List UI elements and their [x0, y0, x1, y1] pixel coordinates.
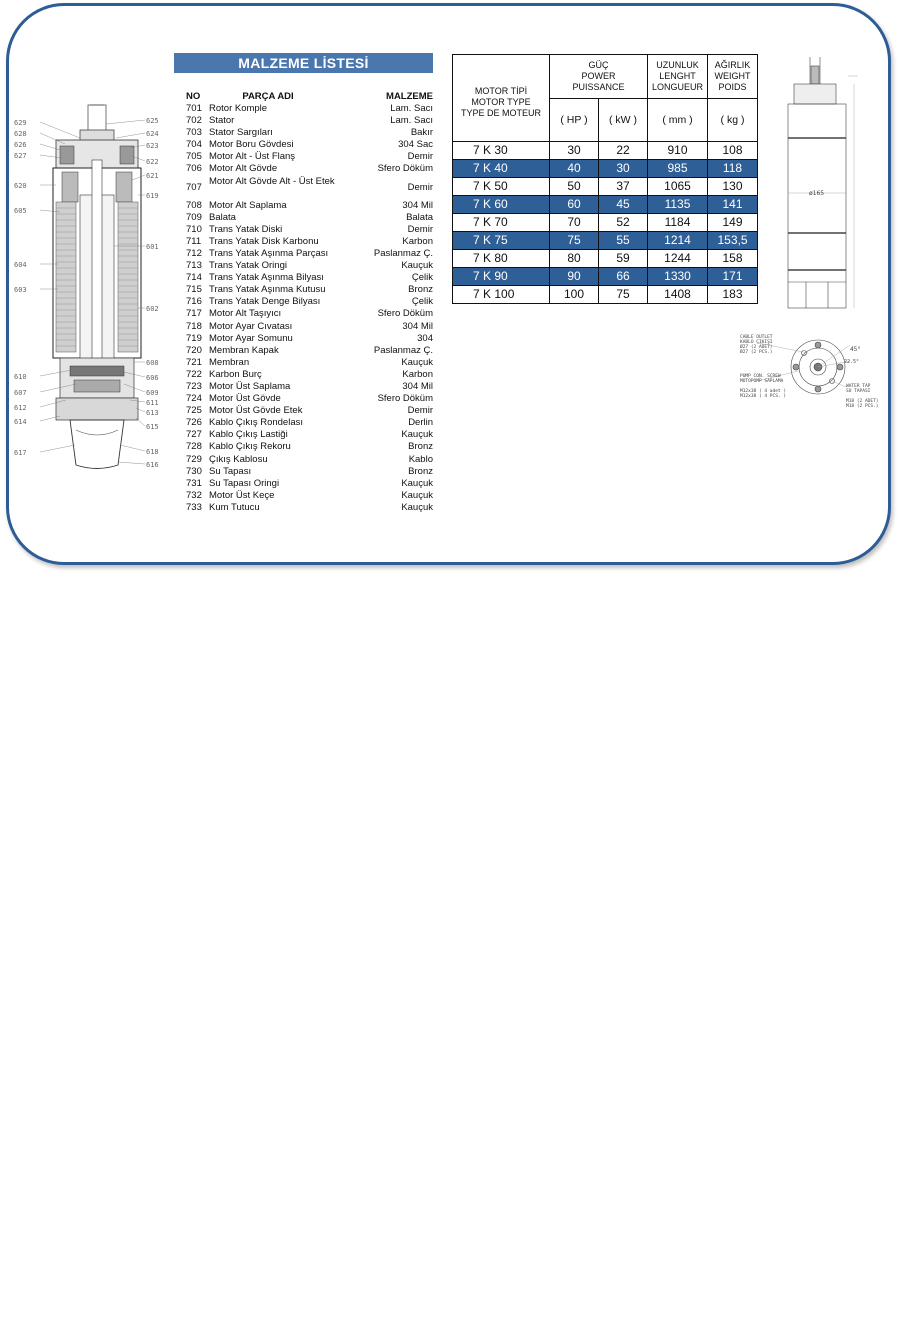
- material-row: [174, 176, 433, 200]
- part-material: Lam. Sacı: [390, 115, 433, 127]
- part-no: 719: [186, 332, 202, 344]
- part-label: 602: [146, 305, 159, 313]
- header-line: GÜÇ: [588, 60, 609, 70]
- header-line: WEIGHT: [714, 71, 751, 81]
- part-no: 714: [186, 272, 202, 284]
- part-label: 625: [146, 117, 159, 125]
- materials-list: [174, 53, 433, 514]
- motor-model: 7 K 90: [453, 268, 550, 286]
- header-line: TYPE DE MOTEUR: [460, 108, 541, 118]
- part-name: Stator: [209, 115, 235, 127]
- part-material: 304: [417, 332, 433, 344]
- part-label: 607: [14, 389, 27, 397]
- spec-rows: [453, 142, 758, 304]
- part-name: Motor Alt Gövde: [209, 163, 278, 175]
- part-material: Karbon: [402, 368, 433, 380]
- length-mm: 1135: [648, 196, 708, 214]
- material-row: [174, 200, 433, 212]
- length-mm: 1184: [648, 214, 708, 232]
- part-label: 610: [14, 373, 27, 381]
- part-material: Demir: [407, 181, 433, 193]
- part-material: Paslanmaz Ç.: [373, 247, 433, 259]
- cable-outlet-line: Ø27 (2 PCS.): [740, 350, 773, 355]
- part-no: 710: [186, 223, 202, 235]
- part-name: Motor Alt Gövde Alt - Üst Etek: [209, 175, 335, 187]
- part-material: Kauçuk: [401, 260, 433, 272]
- part-name: Trans Yatak Aşınma Kutusu: [209, 284, 326, 296]
- power-hp: 60: [550, 196, 599, 214]
- part-name: Stator Sargıları: [209, 127, 273, 139]
- part-name: Trans Yatak Diski: [209, 223, 283, 235]
- length-mm: 1065: [648, 178, 708, 196]
- part-material: Kauçuk: [401, 489, 433, 501]
- part-material: 304 Mil: [402, 199, 433, 211]
- spec-row: [453, 286, 758, 304]
- part-no: 707: [186, 181, 202, 193]
- part-label: 601: [146, 243, 159, 251]
- part-label: 609: [146, 389, 159, 397]
- part-name: Membran: [209, 356, 250, 368]
- part-label: 622: [146, 158, 159, 166]
- part-name: Trans Yatak Denge Bilyası: [209, 296, 321, 308]
- header-length: [648, 55, 708, 99]
- weight-kg: 153,5: [708, 232, 758, 250]
- part-name: Trans Yatak Disk Karbonu: [209, 235, 319, 247]
- power-hp: 70: [550, 214, 599, 232]
- unit-kg: ( kg ): [708, 99, 758, 142]
- part-label: 629: [14, 119, 27, 127]
- part-material: Kauçuk: [401, 477, 433, 489]
- spec-row: [453, 232, 758, 250]
- part-no: 725: [186, 405, 202, 417]
- part-material: 304 Sac: [398, 139, 433, 151]
- part-label: 626: [14, 141, 27, 149]
- part-no: 721: [186, 356, 202, 368]
- header-line: PUISSANCE: [572, 82, 625, 92]
- water-tap-line: SU TAPASI: [846, 389, 871, 394]
- material-row: [174, 345, 433, 357]
- material-row: [174, 224, 433, 236]
- power-kw: 30: [599, 160, 648, 178]
- material-row: [174, 103, 433, 115]
- diameter-label: ø165: [809, 190, 825, 197]
- part-name: Trans Yatak Oringi: [209, 260, 287, 272]
- weight-kg: 118: [708, 160, 758, 178]
- part-material: Bronz: [408, 284, 433, 296]
- part-label: 621: [146, 172, 159, 180]
- motor-model: 7 K 60: [453, 196, 550, 214]
- part-no: 713: [186, 260, 202, 272]
- material-row: [174, 369, 433, 381]
- part-no: 706: [186, 163, 202, 175]
- part-no: 724: [186, 393, 202, 405]
- part-name: Kablo Çıkış Rondelası: [209, 417, 303, 429]
- part-label: 624: [146, 130, 159, 138]
- weight-kg: 183: [708, 286, 758, 304]
- part-label: 616: [146, 461, 159, 469]
- material-row: [174, 212, 433, 224]
- power-hp: 100: [550, 286, 599, 304]
- angle-label: 45°: [850, 346, 861, 353]
- part-no: 718: [186, 320, 202, 332]
- weight-kg: 149: [708, 214, 758, 232]
- part-label: 604: [14, 261, 27, 269]
- cable-outlet-line: KABLO ÇIKIŞI: [740, 340, 773, 345]
- header-line: LONGUEUR: [651, 82, 703, 92]
- part-no: 709: [186, 211, 202, 223]
- cable-outlet-line: Ø27 (2 ADET): [740, 345, 773, 350]
- length-mm: 1408: [648, 286, 708, 304]
- part-no: 731: [186, 477, 202, 489]
- cable-outlet-line: CABLE OUTLET: [740, 335, 773, 340]
- materials-header: [174, 91, 433, 103]
- part-material: Çelik: [411, 272, 433, 284]
- part-no: 715: [186, 284, 202, 296]
- motor-outline-drawing: [780, 54, 860, 316]
- part-no: 730: [186, 465, 202, 477]
- power-kw: 45: [599, 196, 648, 214]
- part-label: 612: [14, 404, 27, 412]
- part-name: Motor Ayar Somunu: [209, 332, 293, 344]
- pump-screw-line: M12x38 ( 4 adet ): [740, 389, 787, 394]
- header-power: [550, 55, 648, 99]
- materials-rows: [174, 103, 433, 514]
- part-material: Lam. Sacı: [390, 103, 433, 114]
- material-row: [174, 429, 433, 441]
- part-material: Bakır: [410, 127, 433, 139]
- weight-kg: 141: [708, 196, 758, 214]
- part-name: Motor Alt - Üst Flanş: [209, 151, 296, 163]
- part-label: 627: [14, 152, 27, 160]
- part-name: Motor Üst Saplama: [209, 380, 291, 392]
- material-row: [174, 308, 433, 320]
- part-name: Balata: [209, 211, 236, 223]
- motor-model: 7 K 75: [453, 232, 550, 250]
- part-name: Kablo Çıkış Rekoru: [209, 441, 291, 453]
- part-name: Kablo Çıkış Lastiği: [209, 429, 288, 441]
- part-label: 608: [146, 359, 159, 367]
- part-name: Su Tapası: [209, 465, 252, 477]
- spec-row: [453, 196, 758, 214]
- part-name: Motor Boru Gövdesi: [209, 139, 294, 151]
- part-name: Motor Üst Gövde: [209, 393, 281, 405]
- water-tap-line: M18 (2 ADET): [846, 399, 879, 404]
- part-label: 611: [146, 399, 159, 407]
- motor-model: 7 K 30: [453, 142, 550, 160]
- water-tap-line: WATER TAP: [846, 384, 871, 389]
- material-row: [174, 454, 433, 466]
- spec-row: [453, 250, 758, 268]
- motor-spec-table: [452, 54, 758, 304]
- part-material: Sfero Döküm: [377, 393, 433, 405]
- part-label: 603: [14, 286, 27, 294]
- material-row: [174, 163, 433, 175]
- part-material: Balata: [406, 211, 433, 223]
- length-mm: 1214: [648, 232, 708, 250]
- power-hp: 50: [550, 178, 599, 196]
- unit-hp: ( HP ): [550, 99, 599, 142]
- material-row: [174, 248, 433, 260]
- weight-kg: 171: [708, 268, 758, 286]
- part-label: 613: [146, 409, 159, 417]
- part-no: 702: [186, 115, 202, 127]
- part-no: 729: [186, 453, 202, 465]
- part-label: 605: [14, 207, 27, 215]
- part-material: Kauçuk: [401, 356, 433, 368]
- part-name: Motor Ayar Cıvatası: [209, 320, 293, 332]
- header-line: AĞIRLIK: [714, 60, 751, 70]
- materials-title: MALZEME LİSTESİ: [174, 53, 433, 73]
- power-kw: 66: [599, 268, 648, 286]
- pump-screw-line: PUMP CON. SCREW: [740, 374, 781, 379]
- part-label: 606: [146, 374, 159, 382]
- header-line: UZUNLUK: [656, 60, 699, 70]
- material-row: [174, 127, 433, 139]
- part-material: Demir: [407, 405, 433, 417]
- part-name: Motor Alt Saplama: [209, 199, 287, 211]
- header-line: LENGHT: [659, 71, 696, 81]
- angle-label: 22.5°: [844, 359, 860, 365]
- part-material: Karbon: [402, 235, 433, 247]
- part-material: Derlin: [408, 417, 433, 429]
- part-no: 703: [186, 127, 202, 139]
- power-kw: 75: [599, 286, 648, 304]
- material-row: [174, 284, 433, 296]
- part-name: Çıkış Kablosu: [209, 453, 268, 465]
- part-no: 733: [186, 501, 202, 513]
- part-name: Kum Tutucu: [209, 501, 260, 513]
- part-no: 708: [186, 199, 202, 211]
- spec-row: [453, 214, 758, 232]
- header-line: POWER: [581, 71, 616, 81]
- part-no: 716: [186, 296, 202, 308]
- header-line: MOTOR TYPE: [471, 97, 531, 107]
- material-row: [174, 393, 433, 405]
- part-material: 304 Mil: [402, 380, 433, 392]
- part-name: Membran Kapak: [209, 344, 279, 356]
- material-row: [174, 357, 433, 369]
- material-row: [174, 490, 433, 502]
- spec-row: [453, 178, 758, 196]
- part-label: 614: [14, 418, 27, 426]
- part-no: 723: [186, 380, 202, 392]
- part-label: 620: [14, 182, 27, 190]
- motor-bottom-view: [738, 333, 880, 413]
- part-no: 711: [186, 235, 202, 247]
- motor-section-drawing: [14, 100, 170, 480]
- header-weight: [708, 55, 758, 99]
- part-name: Motor Üst Gövde Etek: [209, 405, 303, 417]
- motor-model: 7 K 80: [453, 250, 550, 268]
- part-name: Trans Yatak Aşınma Bilyası: [209, 272, 324, 284]
- material-row: [174, 296, 433, 308]
- material-row: [174, 478, 433, 490]
- part-no: 727: [186, 429, 202, 441]
- power-hp: 75: [550, 232, 599, 250]
- part-name: Motor Üst Keçe: [209, 489, 275, 501]
- header-no: NO: [186, 91, 201, 102]
- material-row: [174, 405, 433, 417]
- material-row: [174, 333, 433, 345]
- material-row: [174, 139, 433, 151]
- part-material: Paslanmaz Ç.: [373, 344, 433, 356]
- spec-row: [453, 160, 758, 178]
- weight-kg: 108: [708, 142, 758, 160]
- motor-model: 7 K 100: [453, 286, 550, 304]
- material-row: [174, 236, 433, 248]
- header-part-name: PARÇA ADI: [242, 91, 294, 102]
- spec-row: [453, 142, 758, 160]
- pump-screw-line: M12x38 ( 4 PCS. ): [740, 394, 787, 399]
- unit-kw: ( kW ): [599, 99, 648, 142]
- motor-model: 7 K 40: [453, 160, 550, 178]
- part-material: 304 Mil: [402, 320, 433, 332]
- part-label: 618: [146, 448, 159, 456]
- power-kw: 22: [599, 142, 648, 160]
- part-label: 617: [14, 449, 27, 457]
- part-material: Sfero Döküm: [377, 308, 433, 320]
- pump-screw-line: MOTOPOMP SAPLAMA: [740, 379, 784, 384]
- part-name: Rotor Komple: [209, 103, 268, 114]
- spec-row: [453, 268, 758, 286]
- part-material: Bronz: [408, 441, 433, 453]
- part-label: 619: [146, 192, 159, 200]
- header-material: MALZEME: [386, 91, 433, 102]
- power-hp: 80: [550, 250, 599, 268]
- part-material: Kablo: [408, 453, 433, 465]
- part-no: 712: [186, 247, 202, 259]
- part-label: 615: [146, 423, 159, 431]
- part-label: 628: [14, 130, 27, 138]
- weight-kg: 158: [708, 250, 758, 268]
- material-row: [174, 441, 433, 453]
- weight-kg: 130: [708, 178, 758, 196]
- length-mm: 1244: [648, 250, 708, 268]
- power-hp: 90: [550, 268, 599, 286]
- part-no: 717: [186, 308, 202, 320]
- material-row: [174, 272, 433, 284]
- part-name: Trans Yatak Aşınma Parçası: [209, 247, 329, 259]
- part-no: 728: [186, 441, 202, 453]
- part-material: Sfero Döküm: [377, 163, 433, 175]
- part-material: Demir: [407, 223, 433, 235]
- material-row: [174, 381, 433, 393]
- part-material: Bronz: [408, 465, 433, 477]
- part-no: 732: [186, 489, 202, 501]
- part-no: 705: [186, 151, 202, 163]
- part-label: 623: [146, 142, 159, 150]
- material-row: [174, 260, 433, 272]
- power-kw: 59: [599, 250, 648, 268]
- part-material: Çelik: [411, 296, 433, 308]
- power-kw: 52: [599, 214, 648, 232]
- part-no: 701: [186, 103, 202, 114]
- part-name: Su Tapası Oringi: [209, 477, 280, 489]
- power-hp: 30: [550, 142, 599, 160]
- length-mm: 985: [648, 160, 708, 178]
- length-mm: 1330: [648, 268, 708, 286]
- unit-mm: ( mm ): [648, 99, 708, 142]
- header-line: MOTOR TİPİ: [474, 86, 528, 96]
- material-row: [174, 502, 433, 514]
- part-material: Demir: [407, 151, 433, 163]
- header-motor-type: [453, 55, 550, 142]
- length-mm: 910: [648, 142, 708, 160]
- part-name: Karbon Burç: [209, 368, 262, 380]
- material-row: [174, 466, 433, 478]
- part-no: 722: [186, 368, 202, 380]
- power-hp: 40: [550, 160, 599, 178]
- header-line: POIDS: [718, 82, 747, 92]
- power-kw: 37: [599, 178, 648, 196]
- material-row: [174, 417, 433, 429]
- part-material: Kauçuk: [401, 501, 433, 513]
- part-no: 720: [186, 344, 202, 356]
- part-no: 704: [186, 139, 202, 151]
- part-no: 726: [186, 417, 202, 429]
- part-name: Motor Alt Taşıyıcı: [209, 308, 282, 320]
- motor-model: 7 K 70: [453, 214, 550, 232]
- material-row: [174, 151, 433, 163]
- water-tap-line: M18 (2 PCS.): [846, 404, 879, 409]
- material-row: [174, 115, 433, 127]
- material-row: [174, 321, 433, 333]
- part-material: Kauçuk: [401, 429, 433, 441]
- power-kw: 55: [599, 232, 648, 250]
- motor-model: 7 K 50: [453, 178, 550, 196]
